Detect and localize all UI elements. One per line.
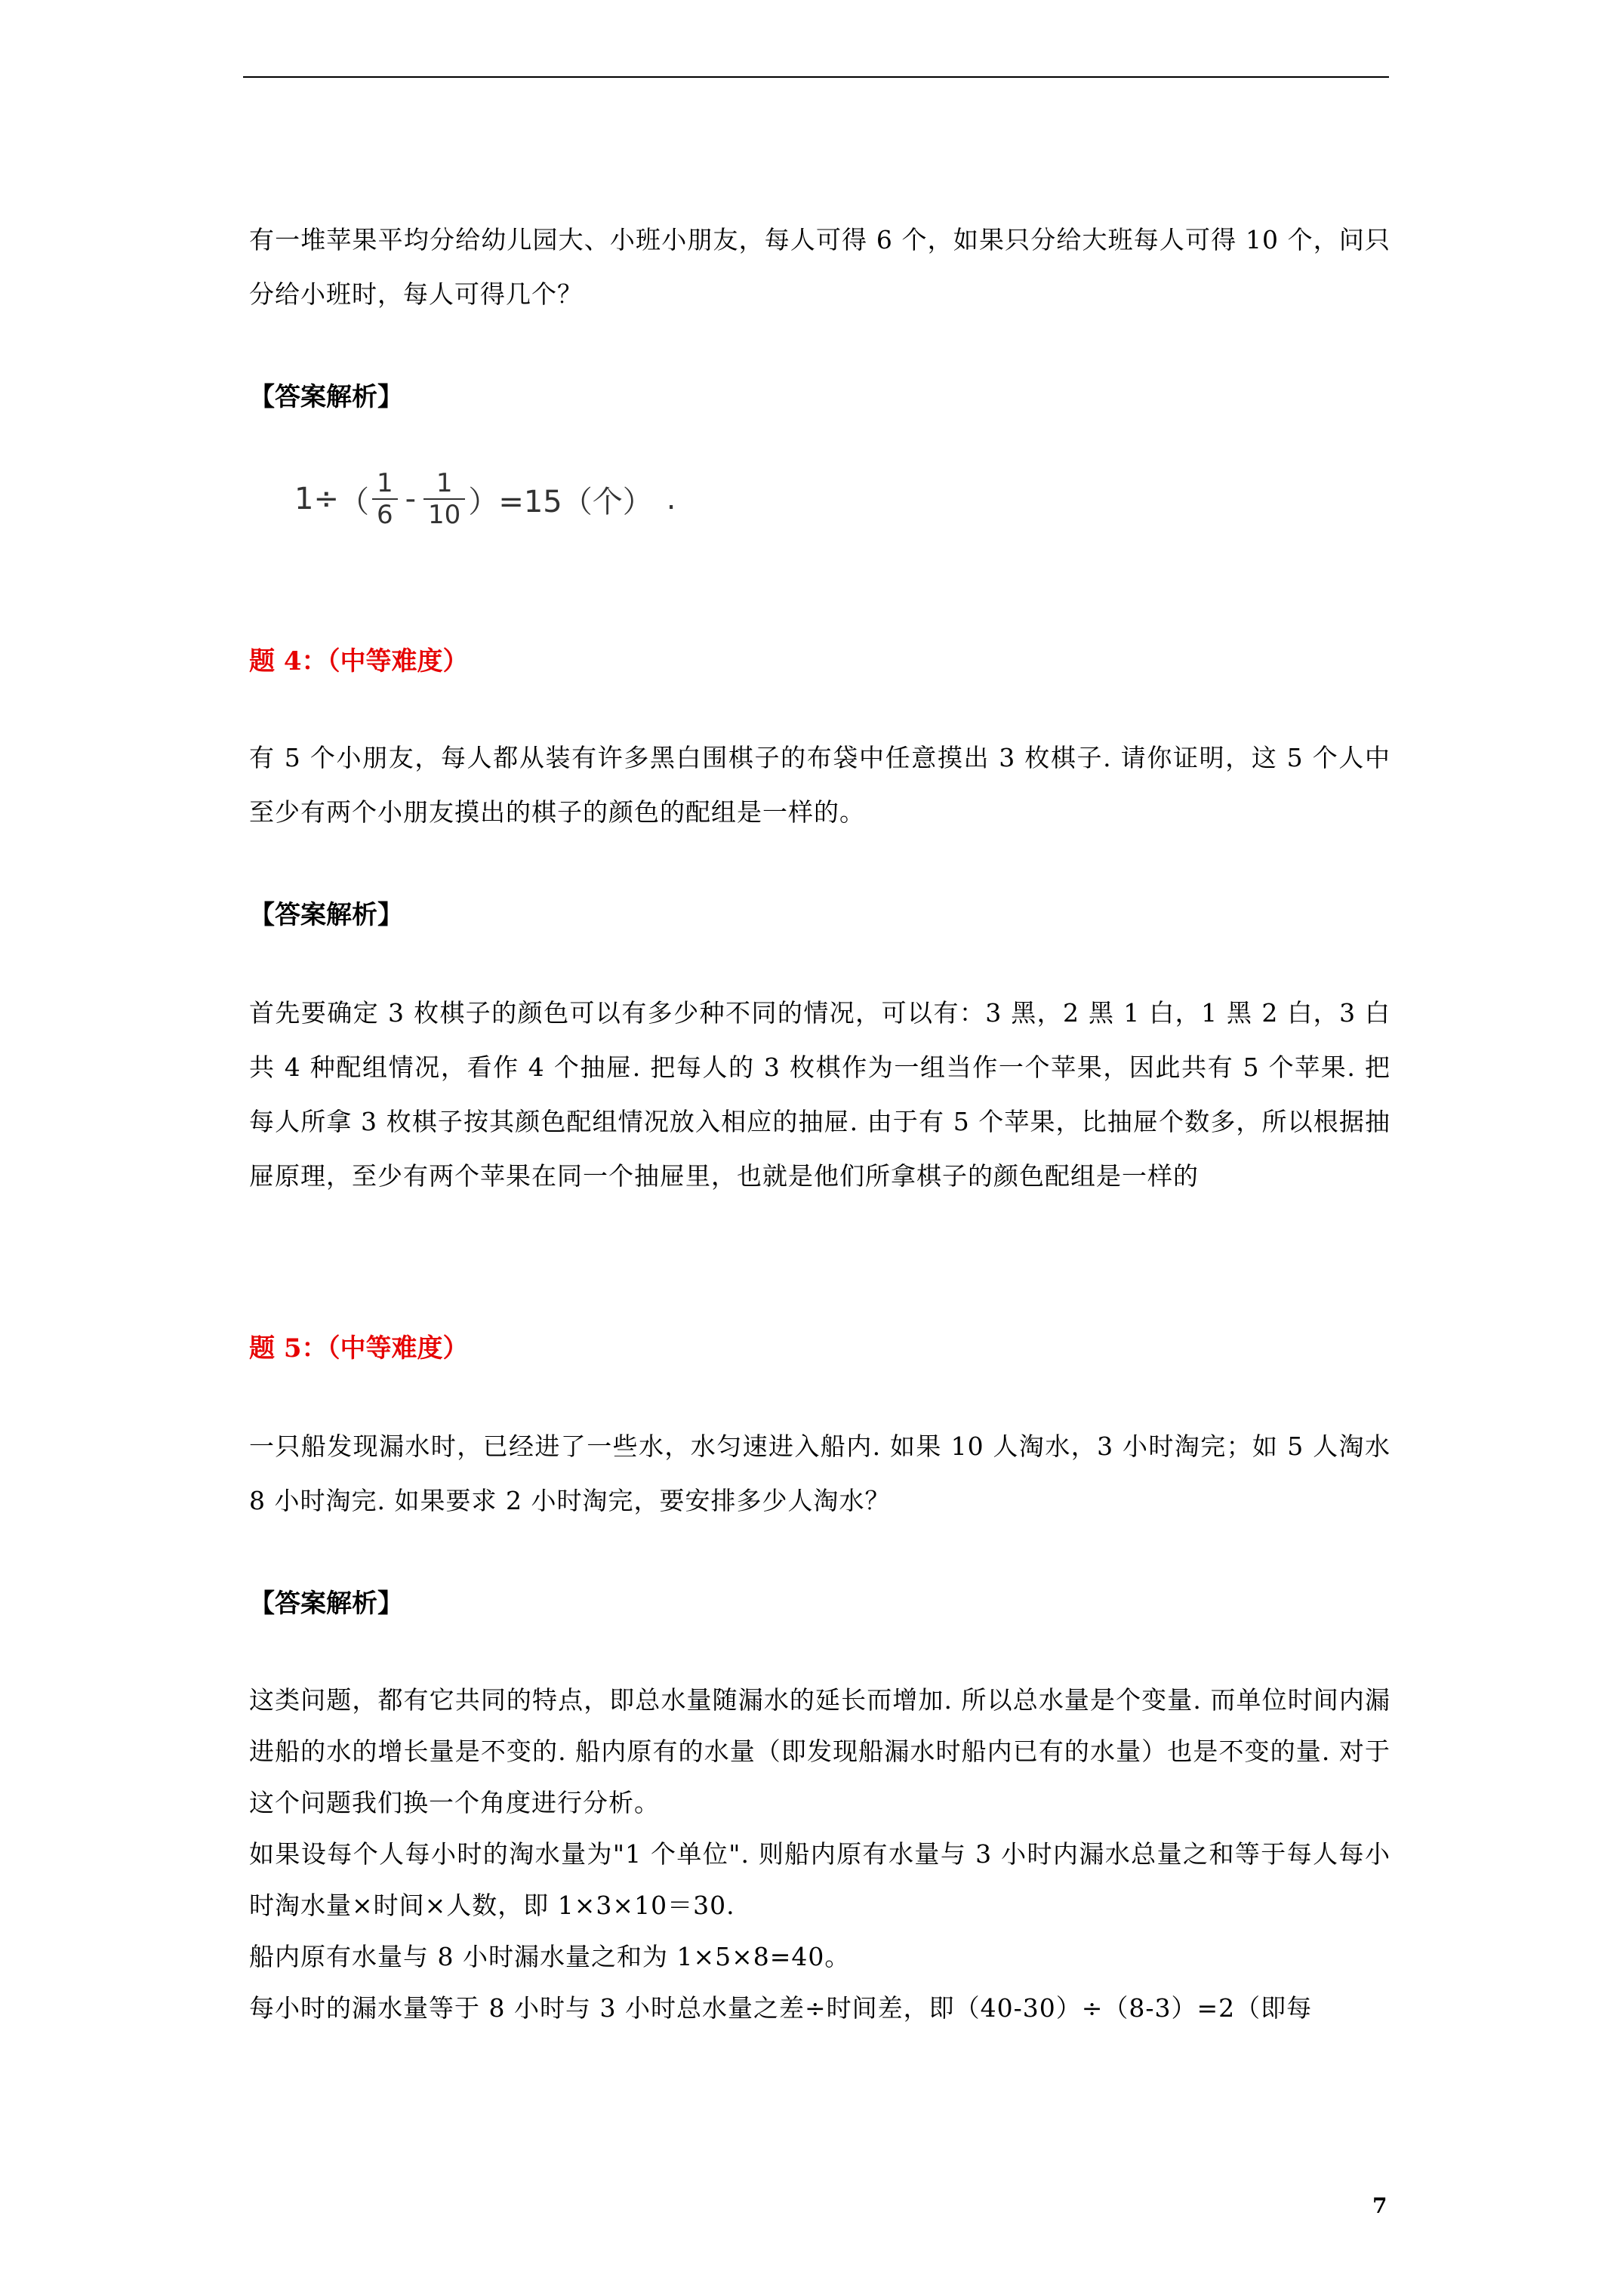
formula-lead: 1÷	[294, 482, 339, 516]
fraction-numerator: 1	[376, 468, 393, 498]
problem-4-question	[249, 731, 1390, 840]
fraction-denominator: 6	[376, 500, 393, 530]
problem-5-question-text: 一只船发现漏水时，已经进了一些水，水匀速进入船内. 如果 10 人淘水，3 小时淘完；如 5 人淘水 8 小时淘完. 如果要求 2 小时淘完，要安排多少人淘水？	[249, 1432, 1390, 1515]
page-number: 7	[1372, 2193, 1387, 2218]
fraction-numerator: 1	[436, 468, 453, 498]
problem-3-answer-heading	[249, 374, 1390, 420]
answer-heading: 【答案解析】	[249, 900, 403, 930]
problem-3-question	[249, 213, 1390, 322]
problem-4-answer-text: 首先要确定 3 枚棋子的颜色可以有多少种不同的情况，可以有：3 黑，2 黑 1 白，1 黑 2 白，3 白共 4 种配组情况，看作 4 个抽屉. 把每人的 3 枚棋作为一组当作一个苹果，因此共有 5 个苹果. 把每人所拿 3 枚棋子按其颜色配组情况放入相应的抽屉. 由于有 5 个苹果，比抽屉个数多，所以根据抽屉原理，至少有两个苹果在同一个抽屉里，也就是他们所拿棋子的颜色配组是一样的	[249, 998, 1391, 1191]
problem-3-question-text: 有一堆苹果平均分给幼儿园大、小班小朋友，每人可得 6 个，如果只分给大班每人可得 10 个，问只分给小班时，每人可得几个？	[249, 225, 1390, 309]
problem-5-answer-paragraph-1: 这类问题，都有它共同的特点，即总水量随漏水的延长而增加. 所以总水量是个变量. 而单位时间内漏进船的水的增长量是不变的. 船内原有的水量（即发现船漏水时船内已有的水量）也是不变的量. 对于这个问题我们换一个角度进行分析。	[249, 1685, 1390, 1817]
header-rule	[243, 76, 1389, 78]
problem-4-title	[249, 639, 1390, 684]
formula-open-paren: （	[338, 484, 369, 519]
problem-5-title	[249, 1326, 1390, 1371]
problem-5-answer	[249, 1675, 1390, 2034]
fraction-one-sixth	[372, 468, 398, 530]
problem-4-answer	[249, 986, 1390, 1203]
formula-period: .	[666, 482, 676, 516]
answer-heading: 【答案解析】	[249, 382, 403, 412]
problem-5-answer-paragraph-3: 船内原有水量与 8 小时漏水量之和为 1×5×8=40。	[249, 1942, 851, 1971]
problem-4-answer-heading	[249, 892, 1390, 938]
formula-close-paren: ）	[468, 484, 499, 519]
problem-5-answer-paragraph-4: 每小时的漏水量等于 8 小时与 3 小时总水量之差÷时间差，即（40-30）÷（8-3）=2（即每	[249, 1993, 1313, 2023]
problem-5-question	[249, 1419, 1390, 1528]
formula-result: =15（个）	[498, 484, 653, 519]
formula-minus: -	[405, 482, 417, 516]
problem-4-question-text: 有 5 个小朋友，每人都从装有许多黑白围棋子的布袋中任意摸出 3 枚棋子. 请你证明，这 5 个人中至少有两个小朋友摸出的棋子的颜色的配组是一样的。	[249, 743, 1390, 827]
problem-3-formula	[294, 468, 676, 530]
fraction-denominator: 10	[428, 500, 461, 530]
answer-heading: 【答案解析】	[249, 1589, 403, 1619]
fraction-one-tenth	[423, 468, 465, 530]
problem-title: 题 4：（中等难度）	[249, 646, 469, 676]
problem-5-answer-paragraph-2: 如果设每个人每小时的淘水量为"1 个单位". 则船内原有水量与 3 小时内漏水总量之和等于每人每小时淘水量×时间×人数，即 1×3×10＝30.	[249, 1839, 1390, 1920]
problem-title: 题 5：（中等难度）	[249, 1333, 469, 1364]
problem-5-answer-heading	[249, 1581, 1390, 1626]
